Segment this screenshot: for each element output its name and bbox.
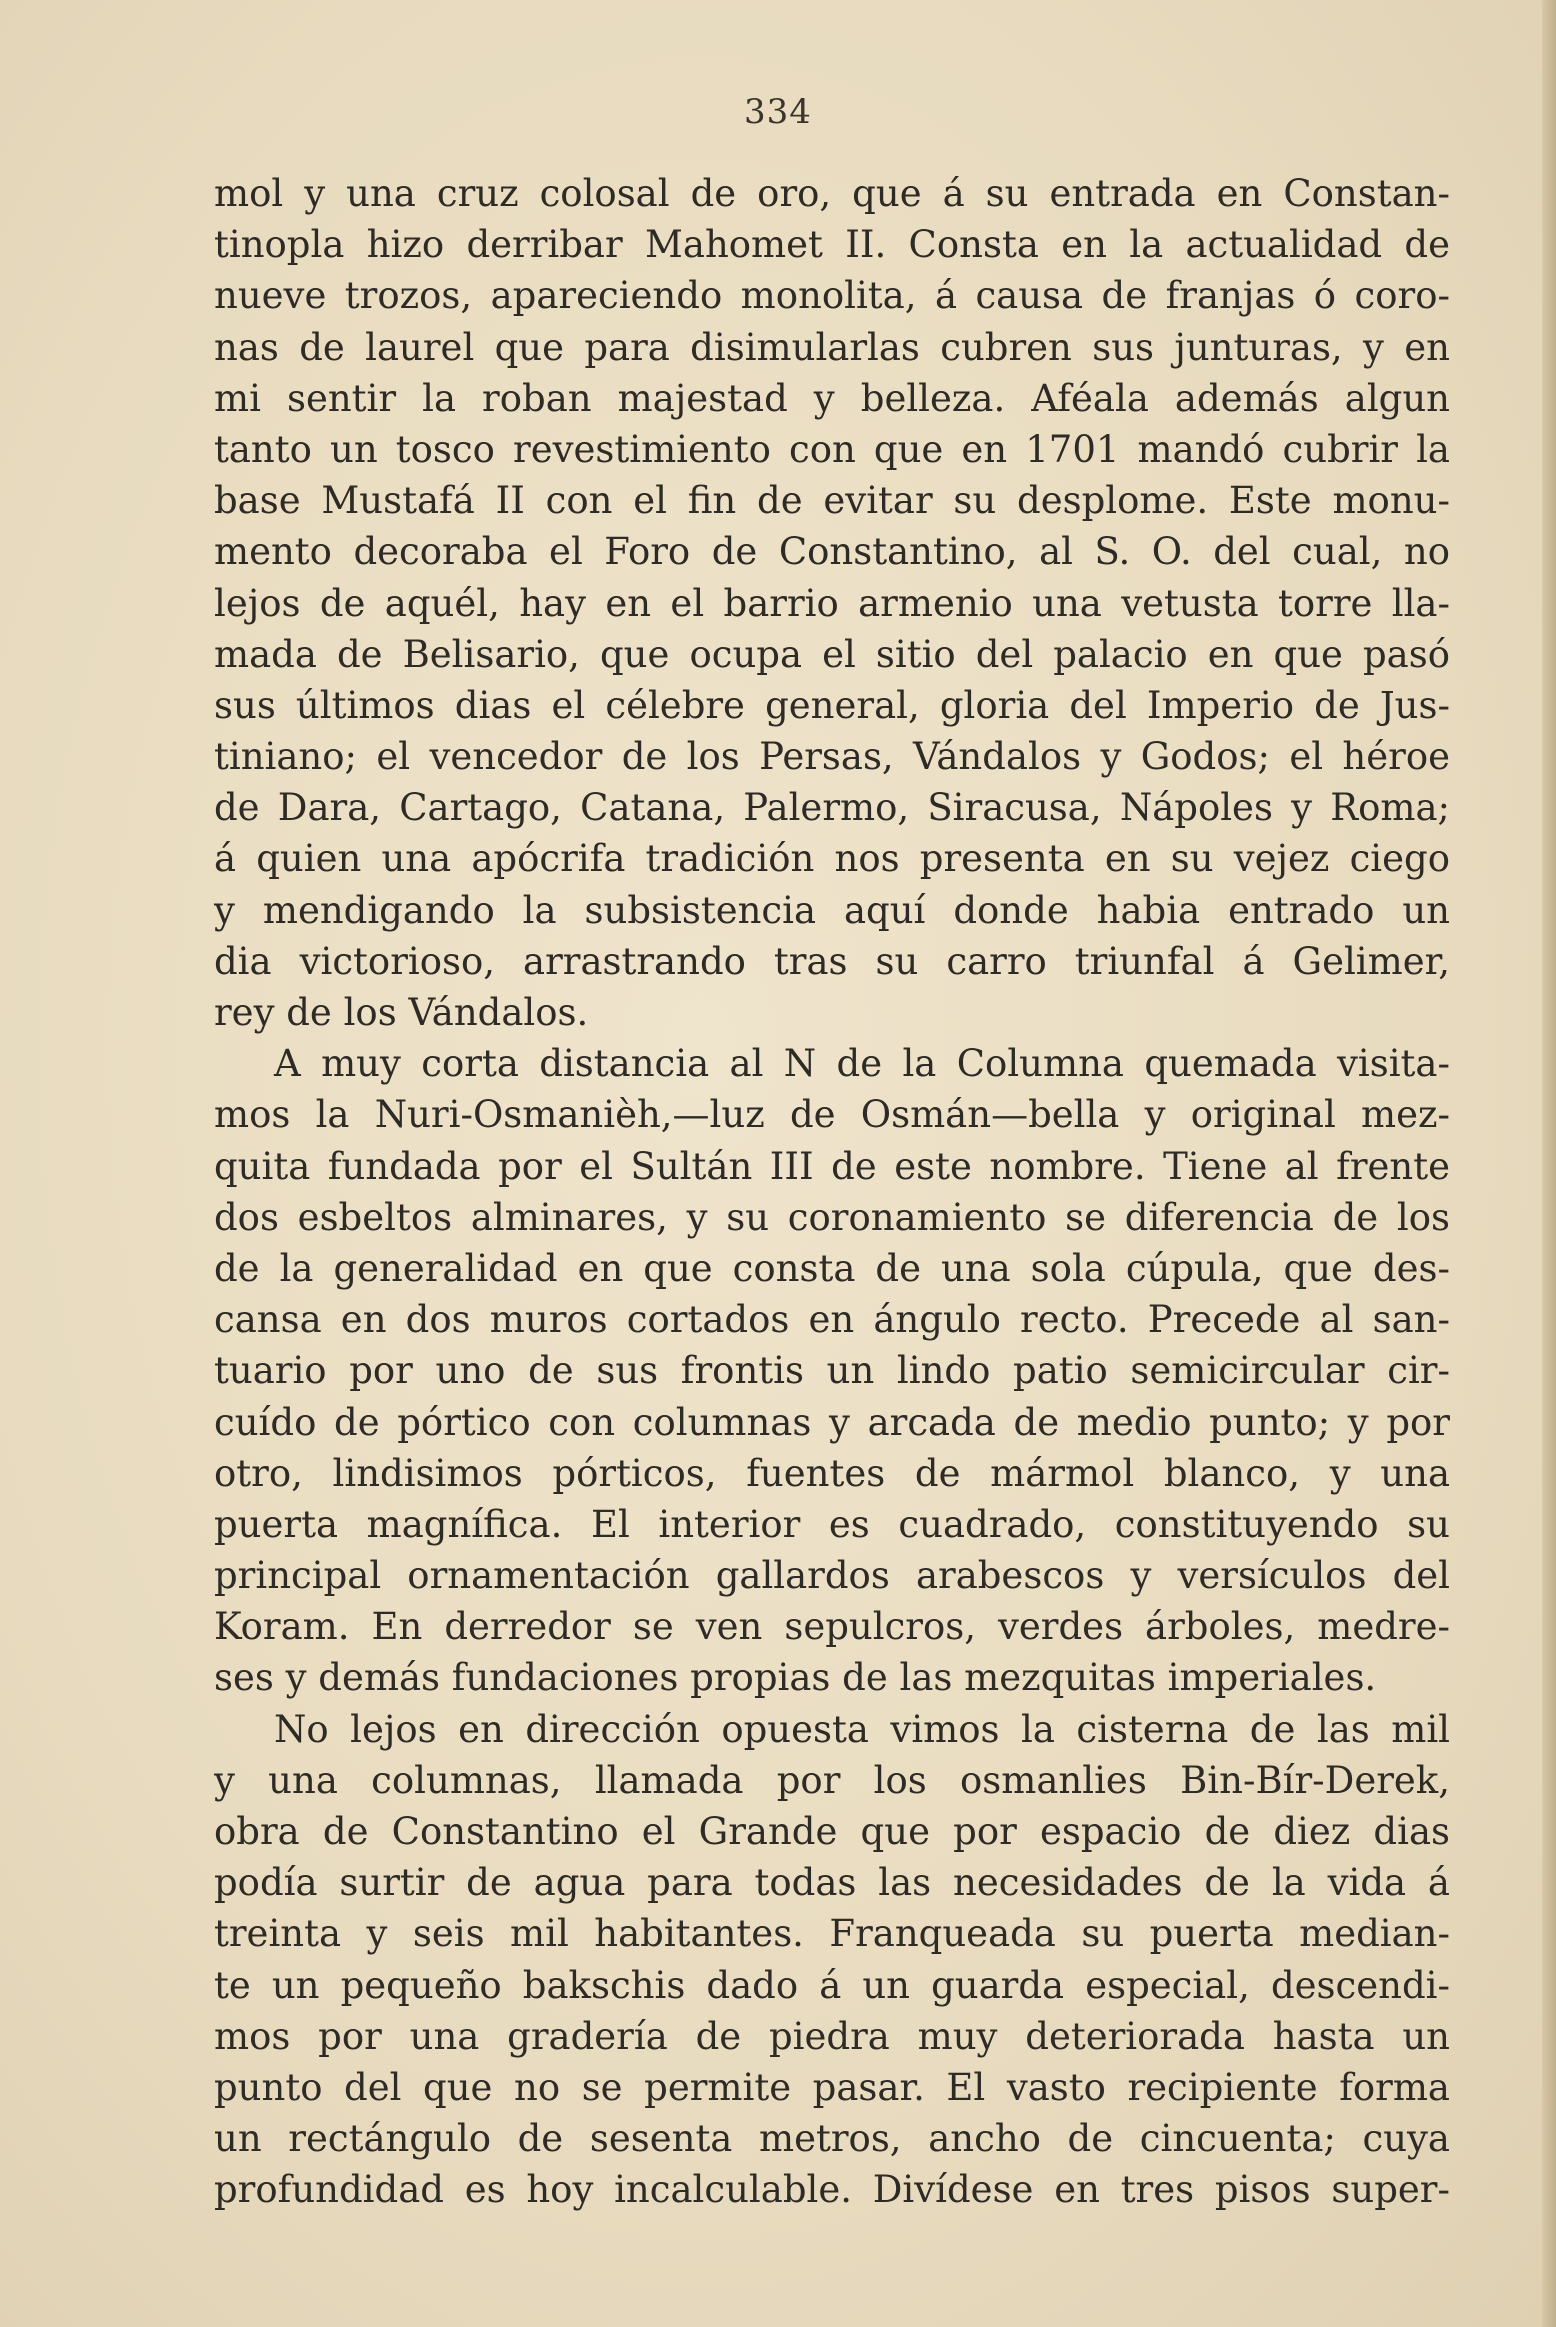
text-line: mento decoraba el Foro de Constantino, al S. O. del cual, no bbox=[214, 530, 1450, 574]
text-line: tiniano; el vencedor de los Persas, Vándalos y Godos; el héroe bbox=[214, 735, 1450, 779]
text-line: tuario por uno de sus frontis un lindo patio semicircular cir- bbox=[214, 1349, 1450, 1393]
text-line: tinopla hizo derribar Mahomet II. Consta en la actualidad de bbox=[214, 223, 1450, 267]
text-line: te un pequeño bakschis dado á un guarda especial, descendi- bbox=[214, 1963, 1450, 2007]
text-line: base Mustafá II con el fin de evitar su desplome. Este monu- bbox=[214, 479, 1450, 523]
text-line: lejos de aquél, hay en el barrio armenio una vetusta torre lla- bbox=[214, 581, 1450, 625]
text-line: treinta y seis mil habitantes. Franqueada su puerta median- bbox=[214, 1912, 1450, 1956]
text-line: nas de laurel que para disimularlas cubren sus junturas, y en bbox=[214, 325, 1450, 369]
text-line: á quien una apócrifa tradición nos presenta en su vejez ciego bbox=[214, 837, 1450, 881]
text-line: mi sentir la roban majestad y belleza. Aféala además algun bbox=[214, 376, 1450, 420]
text-line: un rectángulo de sesenta metros, ancho de cincuenta; cuya bbox=[214, 2117, 1450, 2161]
text-line: tanto un tosco revestimiento con que en 1701 mandó cubrir la bbox=[214, 427, 1450, 471]
page-number: 334 bbox=[744, 92, 812, 132]
text-line: rey de los Vándalos. bbox=[214, 991, 589, 1034]
text-line: de Dara, Cartago, Catana, Palermo, Siracusa, Nápoles y Roma; bbox=[214, 786, 1450, 830]
text-line: cuído de pórtico con columnas y arcada de medio punto; y por bbox=[214, 1400, 1450, 1444]
body-text bbox=[214, 168, 1450, 2216]
text-line: de la generalidad en que consta de una sola cúpula, que des- bbox=[214, 1246, 1450, 1290]
text-line: podía surtir de agua para todas las necesidades de la vida á bbox=[214, 1861, 1450, 1905]
text-line: obra de Constantino el Grande que por espacio de diez dias bbox=[214, 1810, 1450, 1853]
text-line: A muy corta distancia al N de la Columna quemada visita- bbox=[274, 1042, 1450, 1086]
text-line: y una columnas, llamada por los osmanlies Bin-Bír-Derek, bbox=[214, 1758, 1450, 1802]
text-line: dia victorioso, arrastrando tras su carro triunfal á Gelimer, bbox=[214, 939, 1450, 983]
text-line: dos esbeltos alminares, y su coronamiento se diferencia de los bbox=[214, 1195, 1450, 1239]
text-line: cansa en dos muros cortados en ángulo recto. Precede al san- bbox=[214, 1298, 1450, 1342]
text-line: mos por una gradería de piedra muy deteriorada hasta un bbox=[214, 2014, 1450, 2058]
text-line: nueve trozos, apareciendo monolita, á causa de franjas ó coro- bbox=[214, 274, 1450, 318]
text-line: quita fundada por el Sultán III de este nombre. Tiene al frente bbox=[214, 1144, 1450, 1188]
page-edge bbox=[1542, 0, 1556, 2327]
text-line: y mendigando la subsistencia aquí donde habia entrado un bbox=[214, 888, 1450, 932]
text-line: principal ornamentación gallardos arabescos y versículos del bbox=[214, 1554, 1450, 1598]
text-line: sus últimos dias el célebre general, gloria del Imperio de Jus- bbox=[214, 683, 1450, 727]
text-line: Koram. En derredor se ven sepulcros, verdes árboles, medre- bbox=[214, 1605, 1450, 1649]
text-line: ses y demás fundaciones propias de las mezquitas imperiales. bbox=[214, 1656, 1377, 1700]
text-line: profundidad es hoy incalculable. Divídese en tres pisos super- bbox=[214, 2168, 1450, 2212]
text-line: mada de Belisario, que ocupa el sitio del palacio en que pasó bbox=[214, 632, 1450, 676]
text-line: puerta magnífica. El interior es cuadrado, constituyendo su bbox=[214, 1502, 1450, 1546]
text-line: No lejos en dirección opuesta vimos la cisterna de las mil bbox=[274, 1707, 1450, 1751]
text-line: punto del que no se permite pasar. El vasto recipiente forma bbox=[214, 2065, 1450, 2109]
text-line: otro, lindisimos pórticos, fuentes de mármol blanco, y una bbox=[214, 1451, 1450, 1495]
text-line: mol y una cruz colosal de oro, que á su entrada en Constan- bbox=[214, 172, 1450, 215]
text-line: mos la Nuri-Osmanièh,—luz de Osmán—bella y original mez- bbox=[214, 1093, 1450, 1137]
